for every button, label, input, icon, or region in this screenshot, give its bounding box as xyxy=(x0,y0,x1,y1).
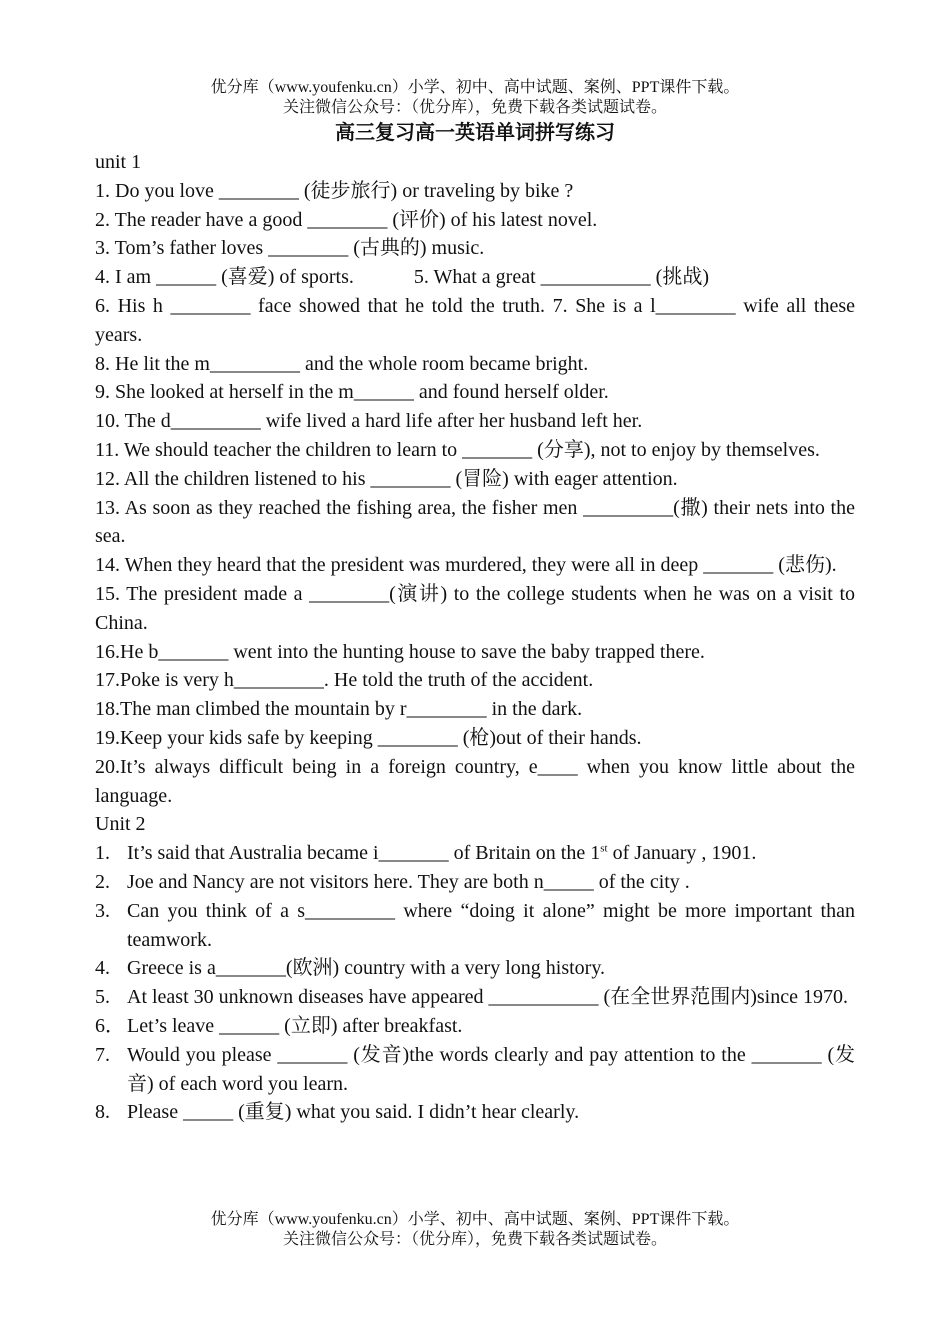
unit2-question-6 xyxy=(95,1012,855,1041)
unit2-heading: Unit 2 xyxy=(95,813,146,836)
unit2-question-number: 8. xyxy=(95,1101,110,1124)
unit1-question-9: 9. She looked at herself in the m______ and found herself older. xyxy=(95,381,609,404)
unit1-question-20: 20.It’s always difficult being in a foreign country, e____ when you know little about the language. xyxy=(95,755,855,807)
unit2-question-number: 1. xyxy=(95,842,110,865)
unit2-question-text: Please _____ (重复) what you said. I didn’t hear clearly. xyxy=(127,1101,580,1124)
unit1-question-5: 5. What a great ___________ (挑战) xyxy=(413,266,709,289)
document-title: 高三复习高一英语单词拼写练习 xyxy=(335,122,615,144)
unit1-question-13: 13. As soon as they reached the fishing area, the fisher men _________(撒) their nets into the sea. xyxy=(95,496,855,548)
unit2-question-text: Joe and Nancy are not visitors here. They are both n_____ of the city . xyxy=(127,870,690,893)
unit2-question-number: 4. xyxy=(95,957,110,980)
unit1-question-15: 15. The president made a ________(演讲) to the college students when he was on a visit to China. xyxy=(95,582,855,634)
unit2-question-number: 6． xyxy=(95,1014,125,1037)
unit1-question-10: 10. The d_________ wife lived a hard life after her husband left her. xyxy=(95,410,643,433)
unit2-question-number: 5. xyxy=(95,986,110,1009)
header-line-2: 关注微信公众号：（优分库），免费下载各类试题试卷。 xyxy=(282,99,667,116)
page-header xyxy=(0,78,950,118)
footer-line-2: 关注微信公众号：（优分库），免费下载各类试题试卷。 xyxy=(282,1231,667,1248)
page-footer xyxy=(0,1210,950,1250)
unit1-question-3: 3. Tom’s father loves ________ (古典的) music. xyxy=(95,237,485,260)
unit2-question-text: Greece is a_______(欧洲) country with a very long history. xyxy=(127,957,606,980)
unit2-question-5 xyxy=(95,983,855,1012)
unit1-question-17: 17.Poke is very h_________. He told the truth of the accident. xyxy=(95,669,594,692)
unit2-question-3 xyxy=(95,897,855,955)
unit2-question-4 xyxy=(95,954,855,983)
unit2-question-7 xyxy=(95,1041,855,1099)
unit1-question-2: 2. The reader have a good ________ (评价) of his latest novel. xyxy=(95,208,598,231)
unit2-question-number: 2. xyxy=(95,870,110,893)
unit2-question-text: Let’s leave ______ (立即) after breakfast. xyxy=(127,1014,463,1037)
footer-line-1: 优分库（www.youfenku.cn）小学、初中、高中试题、案例、PPT课件下载。 xyxy=(210,1211,740,1228)
unit2-question-number: 7. xyxy=(95,1043,110,1066)
unit2-q1-text-before: It’s said that Australia became i_______ of Britain on the 1 xyxy=(127,842,601,865)
unit1-question-18: 18.The man climbed the mountain by r________ in the dark. xyxy=(95,698,583,721)
unit1-question-4-5 xyxy=(95,263,855,292)
unit1-question-4: 4. I am ______ (喜爱) of sports. xyxy=(95,266,354,289)
unit2-q1-text-after: of January , 1901. xyxy=(607,842,757,865)
unit2-question-number: 3. xyxy=(95,899,110,922)
unit1-question-6-7: 6. His h ________ face showed that he told the truth. 7. She is a l________ wife all these years. xyxy=(95,294,855,346)
unit2-question-2 xyxy=(95,868,855,897)
unit1-question-8: 8. He lit the m_________ and the whole room became bright. xyxy=(95,352,589,375)
unit1-question-14: 14. When they heard that the president was murdered, they were all in deep _______ (悲伤). xyxy=(95,554,837,577)
unit2-question-text: At least 30 unknown diseases have appeared ___________ (在全世界范围内)since 1970. xyxy=(127,986,848,1009)
unit1-question-16: 16.He b_______ went into the hunting house to save the baby trapped there. xyxy=(95,640,705,663)
unit1-question-19: 19.Keep your kids safe by keeping ________ (枪)out of their hands. xyxy=(95,726,642,749)
ordinal-suffix: st xyxy=(600,842,608,855)
unit2-question-text: Would you please _______ (发音)the words clearly and pay attention to the _______ (发音) of each word you learn. xyxy=(127,1043,855,1095)
unit1-question-11: 11. We should teacher the children to learn to _______ (分享), not to enjoy by themselves. xyxy=(95,438,820,461)
unit2-question-text: Can you think of a s_________ where “doing it alone” might be more important than teamwork. xyxy=(127,899,855,951)
exercise-body xyxy=(95,148,855,1127)
unit2-question-text xyxy=(127,839,855,868)
unit1-question-12: 12. All the children listened to his ________ (冒险) with eager attention. xyxy=(95,467,678,490)
unit1-question-1: 1. Do you love ________ (徒步旅行) or traveling by bike ? xyxy=(95,179,574,202)
unit1-heading: unit 1 xyxy=(95,151,142,173)
unit2-question-8 xyxy=(95,1098,855,1127)
unit2-question-1 xyxy=(95,839,855,868)
header-line-1: 优分库（www.youfenku.cn）小学、初中、高中试题、案例、PPT课件下载。 xyxy=(210,79,740,96)
